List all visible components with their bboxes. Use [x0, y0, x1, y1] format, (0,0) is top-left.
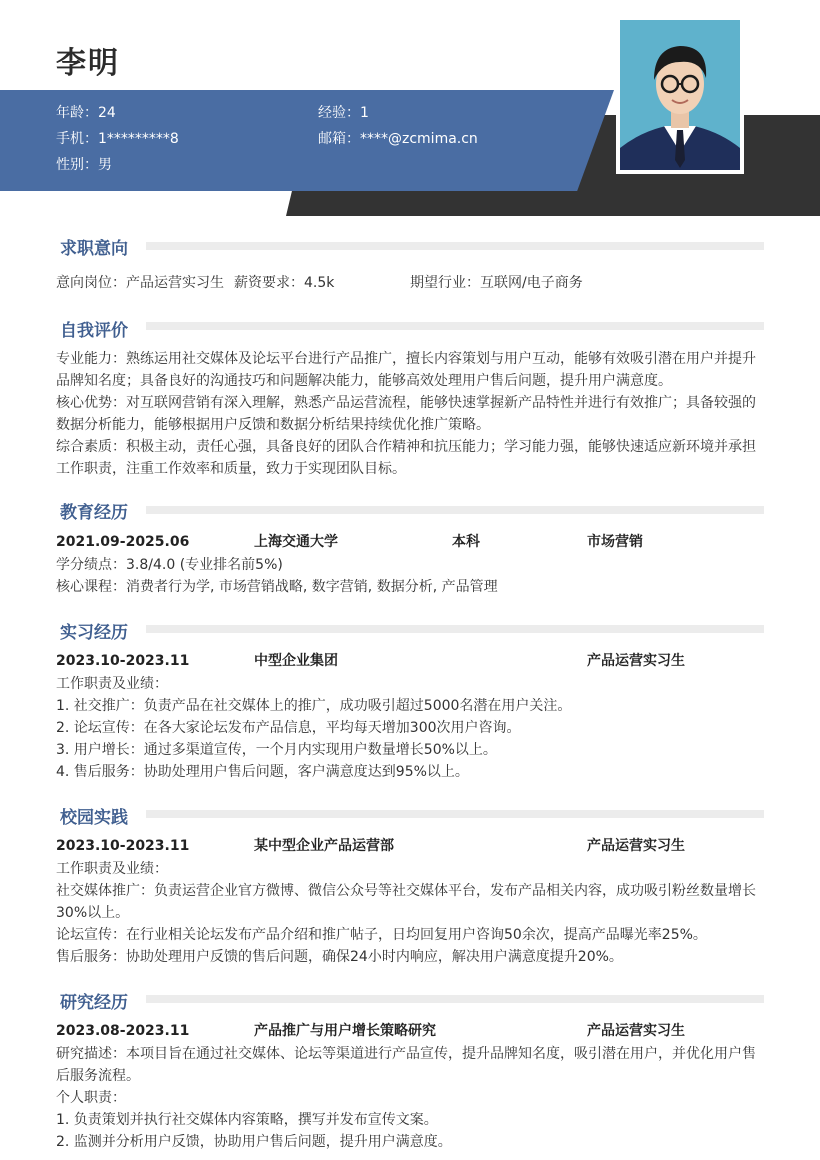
intent-salary: 薪资要求：4.5k — [234, 275, 335, 291]
section-divider — [146, 810, 764, 818]
gender: 性别：男 — [56, 157, 112, 173]
section-divider — [146, 506, 764, 514]
campus-period: 2023.10-2023.11 — [56, 838, 190, 854]
section-divider — [146, 995, 764, 1003]
text-line: 论坛宣传：在行业相关论坛发布产品介绍和推广帖子，日均回复用户咨询50余次，提高产品曝光率25%。 — [56, 927, 707, 943]
text-line: 综合素质：积极主动，责任心强，具备良好的团队合作精神和抗压能力；学习能力强，能够快速适应新环境并承担 — [56, 439, 756, 455]
phone: 手机：1*********8 — [56, 131, 179, 147]
section-divider — [146, 322, 764, 330]
text-line: 工作职责及业绩： — [56, 861, 168, 877]
internship-period: 2023.10-2023.11 — [56, 653, 190, 669]
age: 年龄：24 — [56, 105, 116, 121]
research-details — [56, 1043, 766, 1153]
section-title-education: 教育经历 — [60, 503, 128, 523]
section-title-internship: 实习经历 — [60, 623, 128, 643]
education-period: 2021.09-2025.06 — [56, 534, 190, 550]
portrait-icon — [620, 20, 740, 170]
text-line: 30%以上。 — [56, 905, 130, 921]
campus-details — [56, 858, 766, 968]
text-line: 4. 售后服务：协助处理用户售后问题，客户满意度达到95%以上。 — [56, 764, 469, 780]
internship-company: 中型企业集团 — [254, 653, 338, 669]
education-school: 上海交通大学 — [254, 534, 338, 550]
text-line: 个人职责： — [56, 1090, 126, 1106]
education-major: 市场营销 — [587, 534, 643, 550]
education-degree: 本科 — [452, 534, 480, 550]
avatar — [616, 16, 744, 174]
text-line: 售后服务：协助处理用户反馈的售后问题，确保24小时内响应，解决用户满意度提升20%。 — [56, 949, 623, 965]
self-eval-text — [56, 348, 766, 480]
experience: 经验：1 — [318, 105, 369, 121]
education-details — [56, 554, 766, 598]
section-title-research: 研究经历 — [60, 993, 128, 1013]
text-line: 数据分析能力，能够根据用户反馈和数据分析结果持续优化推广策略。 — [56, 417, 490, 433]
text-line: 核心优势：对互联网营销有深入理解，熟悉产品运营流程，能够快速掌握新产品特性并进行有效推广；具备较强的 — [56, 395, 756, 411]
research-project: 产品推广与用户增长策略研究 — [254, 1023, 436, 1039]
internship-details — [56, 673, 766, 783]
text-line: 专业能力：熟练运用社交媒体及论坛平台进行产品推广，擅长内容策划与用户互动，能够有效吸引潜在用户并提升 — [56, 351, 756, 367]
text-line: 1. 负责策划并执行社交媒体内容策略，撰写并发布宣传文案。 — [56, 1112, 438, 1128]
text-line: 2. 论坛宣传：在各大家论坛发布产品信息，平均每天增加300次用户咨询。 — [56, 720, 521, 736]
section-title-intent: 求职意向 — [60, 239, 128, 259]
section-divider — [146, 242, 764, 250]
text-line: 品牌知名度；具备良好的沟通技巧和问题解决能力，能够高效处理用户售后问题，提升用户满意度。 — [56, 373, 672, 389]
text-line: 核心课程：消费者行为学, 市场营销战略, 数字营销, 数据分析, 产品管理 — [56, 579, 498, 595]
section-title-self-eval: 自我评价 — [60, 321, 128, 341]
text-line: 工作职责及业绩： — [56, 676, 168, 692]
research-period: 2023.08-2023.11 — [56, 1023, 190, 1039]
text-line: 1. 社交推广：负责产品在社交媒体上的推广，成功吸引超过5000名潜在用户关注。 — [56, 698, 572, 714]
text-line: 3. 用户增长：通过多渠道宣传，一个月内实现用户数量增长50%以上。 — [56, 742, 497, 758]
text-line: 2. 监测并分析用户反馈，协助用户售后问题，提升用户满意度。 — [56, 1134, 452, 1150]
section-title-campus: 校园实践 — [60, 808, 128, 828]
section-divider — [146, 625, 764, 633]
candidate-name: 李明 — [56, 46, 120, 81]
intent-industry: 期望行业：互联网/电子商务 — [410, 275, 583, 291]
internship-role: 产品运营实习生 — [587, 653, 685, 669]
campus-role: 产品运营实习生 — [587, 838, 685, 854]
text-line: 研究描述：本项目旨在通过社交媒体、论坛等渠道进行产品宣传，提升品牌知名度，吸引潜在用户，并优化用户售 — [56, 1046, 756, 1062]
campus-org: 某中型企业产品运营部 — [254, 838, 394, 854]
text-line: 社交媒体推广：负责运营企业官方微博、微信公众号等社交媒体平台，发布产品相关内容，成功吸引粉丝数量增长 — [56, 883, 756, 899]
resume-header — [0, 0, 820, 220]
research-role: 产品运营实习生 — [587, 1023, 685, 1039]
email: 邮箱：****@zcmima.cn — [318, 131, 478, 147]
text-line: 后服务流程。 — [56, 1068, 140, 1084]
intent-position: 意向岗位：产品运营实习生 — [56, 275, 224, 291]
text-line: 学分绩点：3.8/4.0 (专业排名前5%) — [56, 557, 283, 573]
text-line: 工作职责，注重工作效率和质量，致力于实现团队目标。 — [56, 461, 406, 477]
